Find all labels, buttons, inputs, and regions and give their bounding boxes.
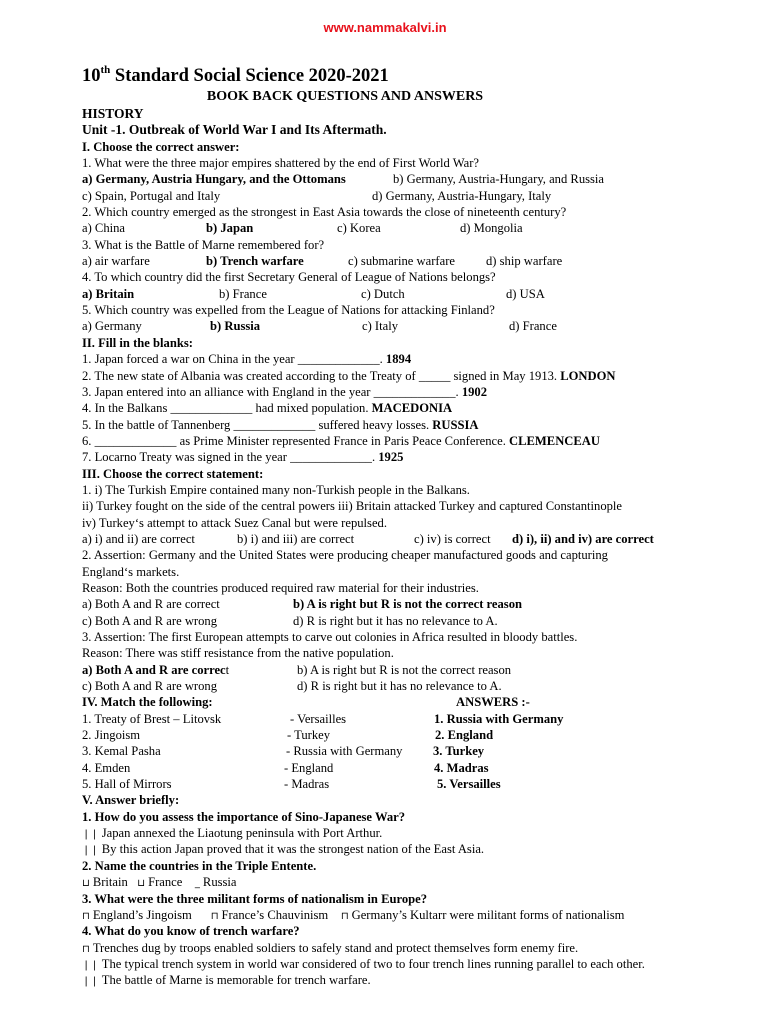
match-answer: 4. Madras: [434, 760, 489, 775]
answer-text: The battle of Marne is memorable for trench warfare.: [101, 973, 371, 988]
option: d) Germany, Austria-Hungary, Italy: [372, 188, 552, 203]
assertion: 2. Assertion: Germany and the United States were producing cheaper manufactured goods and capturing: [82, 548, 608, 563]
match-mid: - England: [284, 760, 334, 775]
subject-heading: HISTORY: [82, 106, 144, 121]
answer-text: Japan annexed the Liaotung peninsula with Port Arthur.: [101, 826, 383, 841]
blank-answer: 1894: [382, 352, 412, 367]
match-answer: 1. Russia with Germany: [434, 711, 564, 726]
option: b) A is right but R is not the correct reason: [297, 662, 512, 677]
match-mid: - Madras: [284, 777, 330, 792]
answer-text: England’s Jingoism: [92, 907, 192, 922]
option-correct: a) Germany, Austria Hungary, and the Ottomans: [82, 172, 346, 187]
question: 4. What do you know of trench warfare?: [82, 924, 300, 939]
blank-answer: LONDON: [557, 368, 616, 383]
options-row: [82, 678, 766, 694]
statement: ii) Turkey fought on the side of the central powers iii) Britain attacked Turkey and captured Constantinople: [82, 499, 623, 514]
blank-answer: MACEDONIA: [368, 401, 453, 416]
answer-point: [82, 907, 766, 923]
unit-heading: Unit -1. Outbreak of World War I and Its Aftermath.: [82, 122, 387, 138]
option: b) France: [219, 286, 267, 301]
option: c) Both A and R are wrong: [82, 679, 218, 694]
option-correct: a) Britain: [82, 286, 135, 301]
blank-text: 6. _____________ as Prime Minister represented France in Paris Peace Conference.: [82, 433, 506, 448]
title-grade: 10: [82, 66, 101, 86]
option: c) Spain, Portugal and Italy: [82, 188, 221, 203]
bullet-icon: ❘❘: [82, 845, 99, 857]
bullet-icon: ❘❘: [82, 959, 99, 971]
assertion-cont: England‘s markets.: [82, 564, 180, 579]
section-heading: II. Fill in the blanks:: [82, 335, 193, 350]
option: a) Both A and R are correct: [82, 597, 220, 612]
answer-point: [82, 956, 766, 972]
match-heading: IV. Match the following:: [82, 695, 213, 710]
option: a) air warfare: [82, 254, 150, 269]
options-row: [82, 596, 766, 612]
answer-point: [82, 972, 766, 988]
blank-answer: 1902: [458, 384, 488, 399]
options-row: [82, 286, 766, 302]
statement: iv) Turkey‘s attempt to attack Suez Canal but were repulsed.: [82, 515, 387, 530]
match-row: [82, 760, 766, 776]
box-icon: ⊔: [82, 878, 90, 890]
match-left: 3. Kemal Pasha: [82, 744, 161, 759]
answer-text: France’s Chauvinism: [221, 907, 329, 922]
option: c) Italy: [362, 319, 399, 334]
option: d) Mongolia: [460, 221, 523, 236]
match-answer: 3. Turkey: [433, 744, 485, 759]
answer-text: France: [148, 875, 183, 890]
fill-blank: [82, 417, 766, 433]
blank-text: 4. In the Balkans _____________ had mixed population.: [82, 401, 369, 416]
box-icon: ⊓: [82, 943, 90, 955]
blank-text: 5. In the battle of Tannenberg _____________ suffered heavy losses.: [82, 417, 430, 432]
option: a) China: [82, 221, 126, 236]
options-row: [82, 171, 766, 187]
question: 3. What is the Battle of Marne remembered for?: [82, 237, 325, 252]
option: b) i) and iii) are correct: [237, 531, 355, 546]
option-correct: b) Japan: [206, 221, 254, 236]
question: 3. What were the three militant forms of nationalism in Europe?: [82, 891, 428, 906]
blank-text: 1. Japan forced a war on China in the year _____________.: [82, 352, 383, 367]
blank-text: 3. Japan entered into an alliance with England in the year _____________.: [82, 384, 459, 399]
answer-text: Russia: [202, 875, 237, 890]
blank-answer: RUSSIA: [429, 417, 479, 432]
option: d) R is right but it has no relevance to A.: [293, 613, 498, 628]
box-icon: ⊔: [137, 878, 146, 890]
question: 5. Which country was expelled from the League of Nations for attacking Finland?: [82, 303, 495, 318]
section-heading: [82, 694, 766, 710]
option: c) Both A and R are wrong: [82, 613, 218, 628]
question: 4. To which country did the first Secretary General of League of Nations belongs?: [82, 270, 496, 285]
match-left: 1. Treaty of Brest – Litovsk: [82, 711, 222, 726]
answer-text: The typical trench system in world war considered of two to four trench lines running parallel to each other.: [101, 956, 645, 971]
option: c) iv) is correct: [414, 531, 491, 546]
answer-text: Germany’s Kultarr were militant forms of nationalism: [351, 907, 625, 922]
document-body: [82, 106, 766, 989]
match-left: 2. Jingoism: [82, 728, 141, 743]
document-title: [82, 64, 389, 87]
option: a) i) and ii) are correct: [82, 531, 195, 546]
options-row: [82, 253, 766, 269]
box-icon: ⊓: [210, 910, 219, 922]
option: d) ship warfare: [486, 254, 563, 269]
match-answer: 2. England: [435, 728, 494, 743]
option-correct: b) Trench warfare: [206, 254, 304, 269]
match-mid: - Versailles: [290, 711, 347, 726]
fill-blank: [82, 351, 766, 367]
option-correct: b) Russia: [210, 319, 261, 334]
dash-icon: _: [194, 878, 200, 890]
answers-heading: ANSWERS :-: [456, 695, 530, 710]
options-row: [82, 318, 766, 334]
question: 1. What were the three major empires shattered by the end of First World War?: [82, 156, 479, 171]
box-icon: ⊓: [82, 910, 90, 922]
question: 1. How do you assess the importance of Sino-Japanese War?: [82, 809, 406, 824]
box-icon: ⊓: [340, 910, 349, 922]
title-text: Standard Social Science 2020-2021: [110, 66, 389, 86]
match-mid: - Russia with Germany: [286, 744, 403, 759]
blank-answer: CLEMENCEAU: [505, 433, 600, 448]
statement: 1. i) The Turkish Empire contained many non-Turkish people in the Balkans.: [82, 482, 470, 497]
answer-point: [82, 940, 766, 956]
section-heading: V. Answer briefly:: [82, 793, 180, 808]
watermark-url[interactable]: www.nammakalvi.in: [323, 20, 447, 35]
reason: Reason: Both the countries produced required raw material for their industries.: [82, 580, 479, 595]
option-correct: b) A is right but R is not the correct reason: [293, 597, 523, 612]
option: d) R is right but it has no relevance to A.: [297, 679, 502, 694]
answer-point: [82, 841, 766, 857]
document-subtitle: BOOK BACK QUESTIONS AND ANSWERS: [206, 89, 484, 104]
answer-text: Trenches dug by troops enabled soldiers to safely stand and protect themselves form enemy fire.: [92, 940, 579, 955]
fill-blank: [82, 368, 766, 384]
blank-text: 2. The new state of Albania was created according to the Treaty of _____ signed in May 1913.: [82, 368, 558, 383]
fill-blank: [82, 400, 766, 416]
reason: Reason: There was stiff resistance from the native population.: [82, 646, 394, 661]
match-row: [82, 711, 766, 727]
blank-text: 7. Locarno Treaty was signed in the year _____________.: [82, 450, 376, 465]
match-row: [82, 743, 766, 759]
question: 2. Which country emerged as the strongest in East Asia towards the close of nineteenth century?: [82, 205, 567, 220]
option-correct-text: a) Both A and R are correc: [82, 662, 226, 677]
options-row: [82, 188, 766, 204]
options-row: [82, 662, 766, 678]
answer-text: By this action Japan proved that it was the strongest nation of the East Asia.: [101, 842, 485, 857]
match-mid: - Turkey: [287, 728, 331, 743]
title-superscript: th: [100, 64, 111, 76]
answer-point: [82, 874, 766, 890]
option: d) France: [509, 319, 557, 334]
assertion: 3. Assertion: The first European attempts to carve out colonies in Africa resulted in bloody battles.: [82, 630, 578, 644]
option: c) submarine warfare: [348, 254, 455, 269]
options-row: [82, 531, 766, 547]
option: c) Dutch: [361, 286, 405, 301]
section-heading: III. Choose the correct statement:: [82, 466, 264, 481]
answer-point: [82, 825, 766, 841]
match-left: 4. Emden: [82, 760, 131, 775]
match-left: 5. Hall of Mirrors: [82, 777, 172, 792]
fill-blank: [82, 384, 766, 400]
option-correct: d) i), ii) and iv) are correct: [512, 531, 654, 546]
bullet-icon: ❘❘: [82, 976, 99, 988]
options-row: [82, 220, 766, 236]
option: b) Germany, Austria-Hungary, and Russia: [393, 172, 605, 187]
fill-blank: [82, 433, 766, 449]
blank-answer: 1925: [375, 450, 404, 465]
match-answer: 5. Versailles: [437, 777, 501, 792]
option: a) Germany: [82, 319, 142, 334]
match-row: [82, 727, 766, 743]
option-correct-tail: t: [225, 662, 230, 677]
option: c) Korea: [337, 221, 381, 236]
options-row: [82, 613, 766, 629]
option: d) USA: [506, 286, 545, 301]
question: 2. Name the countries in the Triple Entente.: [82, 858, 317, 873]
section-heading: I. Choose the correct answer:: [82, 139, 240, 154]
match-row: [82, 776, 766, 792]
fill-blank: [82, 449, 766, 465]
bullet-icon: ❘❘: [82, 829, 99, 841]
option-correct: [82, 662, 229, 678]
answer-text: Britain: [92, 875, 128, 890]
